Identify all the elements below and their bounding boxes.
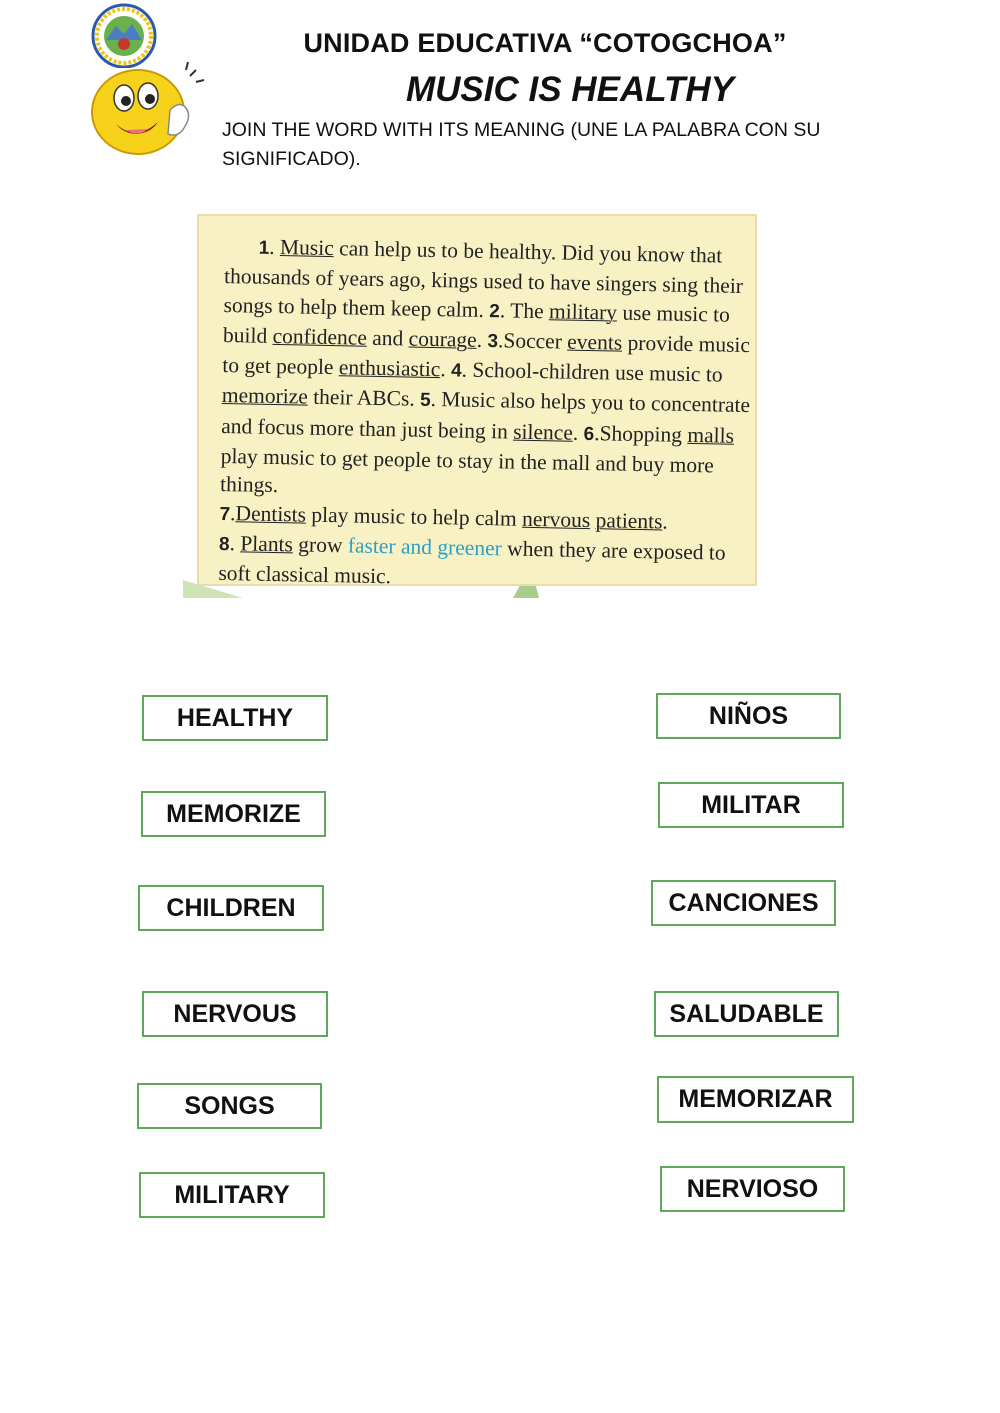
highlighted-phrase: faster and greener <box>347 533 503 561</box>
sentence-number: 5 <box>419 390 431 412</box>
underlined-word: patients <box>595 507 663 534</box>
passage-fragment: . <box>662 509 669 534</box>
underlined-word: nervous <box>521 506 591 532</box>
underlined-word: Dentists <box>235 500 307 527</box>
passage-fragment: play music to get people to stay in the mall and buy more things. <box>219 444 715 498</box>
reading-passage <box>183 210 774 600</box>
word-box-canciones[interactable]: CANCIONES <box>651 880 836 926</box>
passage-fragment: provide music to get people <box>222 330 751 380</box>
word-box-military[interactable]: MILITARY <box>139 1172 325 1218</box>
underlined-word: enthusiastic <box>338 355 441 382</box>
word-box-songs[interactable]: SONGS <box>137 1083 322 1129</box>
word-box-militar[interactable]: MILITAR <box>658 782 844 828</box>
underlined-word: courage <box>408 326 477 352</box>
sentence-number: 6 <box>583 423 595 445</box>
passage-fragment: . <box>572 420 584 445</box>
passage-fragment: play music to help calm <box>305 502 523 531</box>
word-box-memorizar[interactable]: MEMORIZAR <box>657 1076 854 1123</box>
passage-fragment: .Shopping <box>593 420 688 447</box>
underlined-word: Plants <box>240 531 294 557</box>
passage-fragment: . <box>440 357 452 382</box>
sentence-number: 3 <box>487 330 499 353</box>
word-box-nervous[interactable]: NERVOUS <box>142 991 328 1037</box>
underlined-word: military <box>548 298 618 325</box>
word-box-ninos[interactable]: NIÑOS <box>656 693 841 739</box>
passage-fragment: . School-children use music to <box>461 357 723 387</box>
passage-fragment: and <box>366 325 409 351</box>
page-title: MUSIC IS HEALTHY <box>406 70 734 109</box>
passage-fragment: can help us to be healthy. Did you know that thousands of years ago, kings used to have singers sing their songs to help them keep calm. <box>223 236 744 322</box>
smiley-icon <box>86 58 210 158</box>
underlined-word: silence <box>512 419 574 445</box>
passage-fragment: . The <box>499 297 550 323</box>
sentence-number: 2 <box>489 300 501 322</box>
passage-fragment: their ABCs. <box>307 385 421 412</box>
sentence-number: 4 <box>450 360 462 382</box>
passage-text: 1. Music can help us to be healthy. Did you know that thousands of years ago, kings used to have singers sing their songs to help them keep calm. 2. The military use music to build confidence and courage. 3.Soccer events provide music to get people enthusiastic. 4. School-children use music to memorize their ABCs. 5. Music also helps you to concentrate and focus more than just being in silence. 6.Shopping malls play music to get people to stay in the mall and buy more things. 7.Dentists play music to help calm nervous patients. 8. Plants grow faster and greener when they are exposed to soft classical music. <box>218 234 751 589</box>
passage-fragment: .Soccer <box>497 328 568 354</box>
underlined-word: Music <box>279 235 335 261</box>
word-box-children[interactable]: CHILDREN <box>138 885 324 931</box>
word-box-healthy[interactable]: HEALTHY <box>142 695 328 741</box>
underlined-word: confidence <box>272 323 368 350</box>
word-box-memorize[interactable]: MEMORIZE <box>141 791 326 837</box>
sentence-number: 1 <box>258 237 270 259</box>
instruction-text: JOIN THE WORD WITH ITS MEANING (UNE LA PALABRA CON SU SIGNIFICADO). <box>222 119 821 170</box>
passage-fragment: . <box>229 500 236 525</box>
passage-fragment: grow <box>292 532 349 558</box>
sentence-number: 7 <box>219 503 231 525</box>
sentence-number: 8 <box>218 533 230 556</box>
passage-fragment: . <box>476 327 488 352</box>
passage-fragment: use music to build <box>222 300 731 348</box>
word-box-saludable[interactable]: SALUDABLE <box>654 991 839 1037</box>
underlined-word: malls <box>687 422 735 448</box>
underlined-word: memorize <box>221 383 309 410</box>
paper-note <box>197 214 757 589</box>
word-box-nervioso[interactable]: NERVIOSO <box>660 1166 845 1212</box>
school-name: UNIDAD EDUCATIVA “COTOGCHOA” <box>303 28 787 58</box>
passage-fragment: when they are exposed to soft classical music. <box>218 536 726 589</box>
passage-fragment: . Music also helps you to concentrate and focus more than just being in <box>221 387 751 444</box>
passage-fragment: . <box>229 531 241 556</box>
underlined-word: events <box>567 329 623 355</box>
